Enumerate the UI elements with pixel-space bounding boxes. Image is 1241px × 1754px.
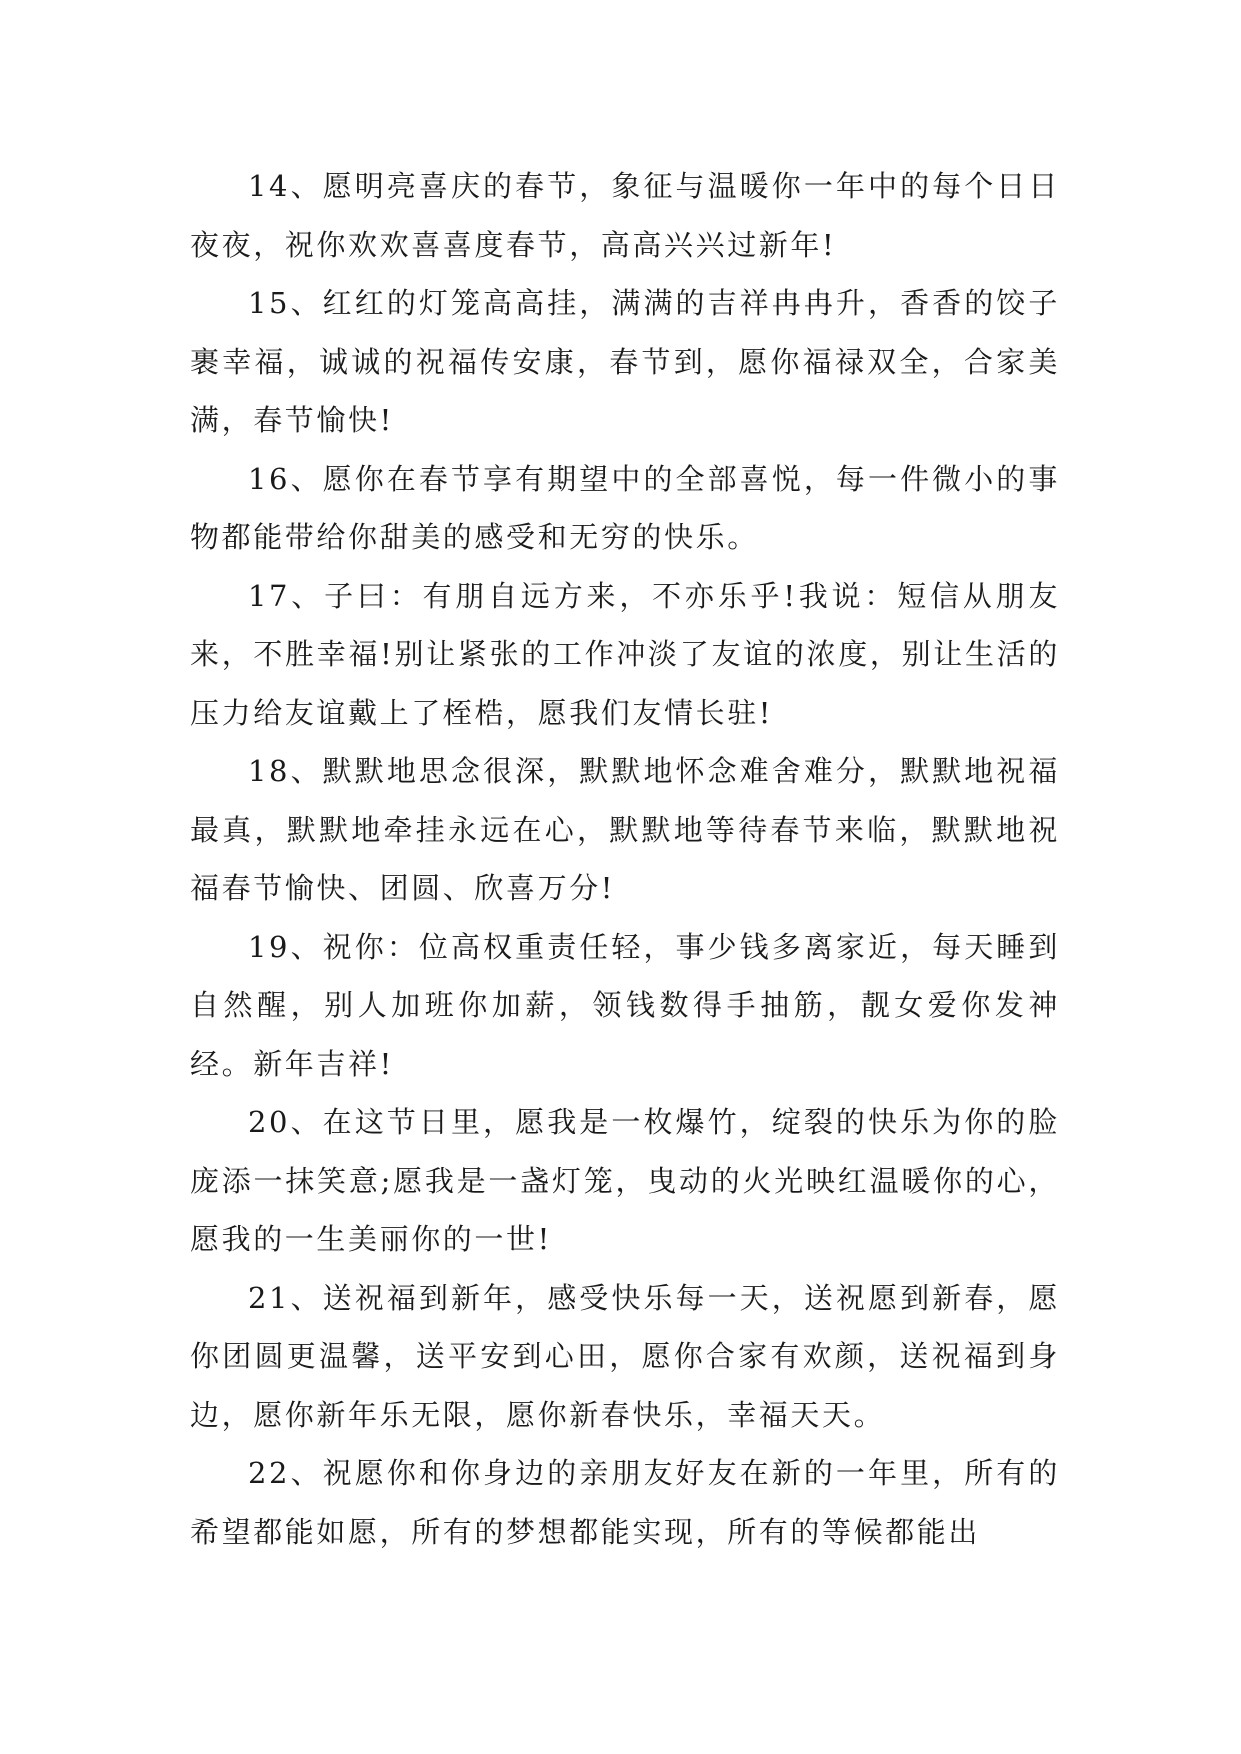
paragraph-16: 16、愿你在春节享有期望中的全部喜悦，每一件微小的事物都能带给你甜美的感受和无穷的快乐。	[190, 461, 1060, 554]
paragraph-19: 19、祝你：位高权重责任轻，事少钱多离家近，每天睡到自然醒，别人加班你加薪，领钱数得手抽筋，靓女爱你发神经。新年吉祥!	[190, 929, 1060, 1081]
paragraph-21: 21、送祝福到新年，感受快乐每一天，送祝愿到新春，愿你团圆更温馨，送平安到心田，愿你合家有欢颜，送祝福到身边，愿你新年乐无限，愿你新春快乐，幸福天天。	[190, 1280, 1060, 1432]
paragraph-15: 15、红红的灯笼高高挂，满满的吉祥冉冉升，香香的饺子裹幸福，诚诚的祝福传安康，春节到，愿你福禄双全，合家美满，春节愉快!	[190, 286, 1060, 437]
paragraph-18: 18、默默地思念很深，默默地怀念难舍难分，默默地祝福最真，默默地牵挂永远在心，默默地等待春节来临，默默地祝福春节愉快、团圆、欣喜万分!	[190, 754, 1060, 905]
document-body	[190, 157, 1060, 1561]
paragraph-17: 17、子曰：有朋自远方来，不亦乐乎!我说：短信从朋友来，不胜幸福!别让紧张的工作冲淡了友谊的浓度，别让生活的压力给友谊戴上了桎梏，愿我们友情长驻!	[190, 578, 1060, 730]
paragraph-20: 20、在这节日里，愿我是一枚爆竹，绽裂的快乐为你的脸庞添一抹笑意;愿我是一盏灯笼，曳动的火光映红温暖你的心，愿我的一生美丽你的一世!	[190, 1105, 1060, 1256]
paragraph-14: 14、愿明亮喜庆的春节，象征与温暖你一年中的每个日日夜夜，祝你欢欢喜喜度春节，高高兴兴过新年!	[190, 169, 1060, 262]
paragraph-22: 22、祝愿你和你身边的亲朋友好友在新的一年里，所有的希望都能如愿，所有的梦想都能实现，所有的等候都能出	[190, 1456, 1060, 1549]
